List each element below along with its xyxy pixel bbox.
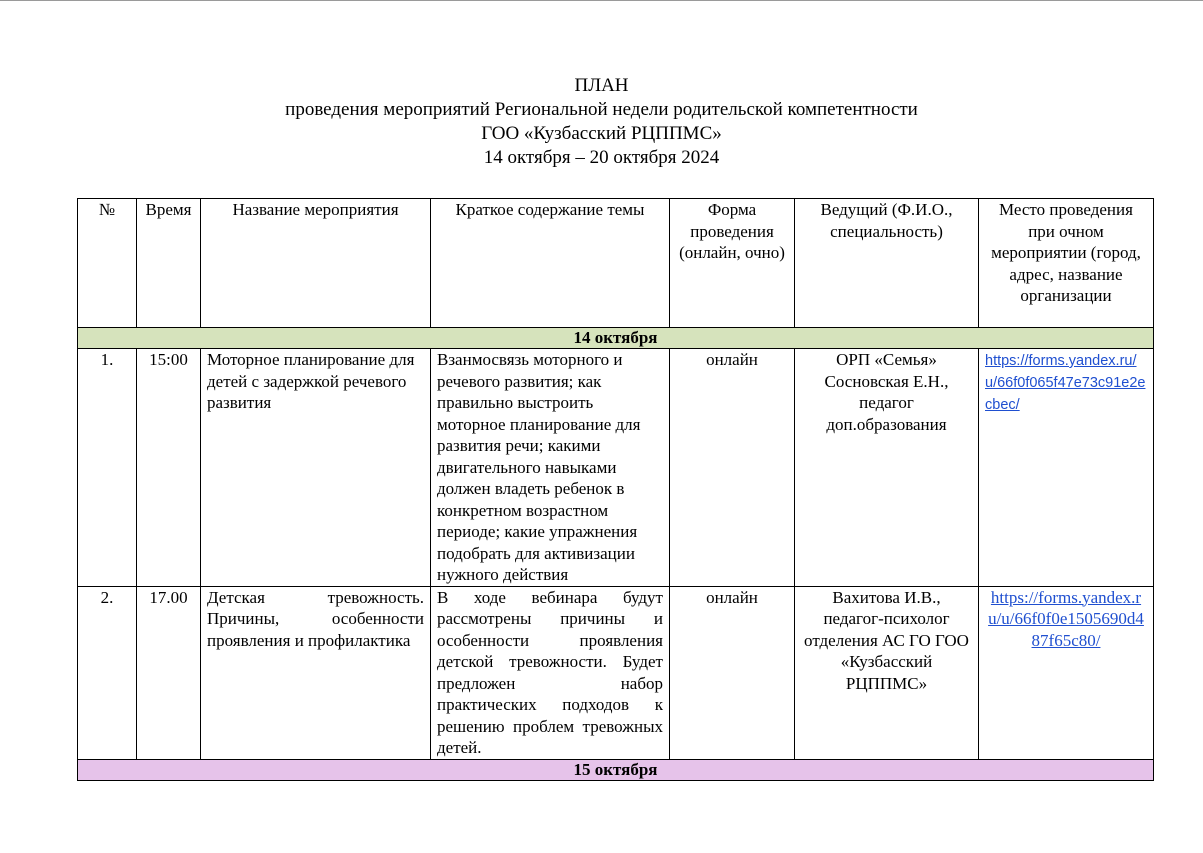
day-label: 14 октября	[78, 328, 1154, 349]
registration-link[interactable]: https://forms.yandex.ru/u/66f0f0e1505690d487f65c80/	[988, 587, 1144, 650]
day-row-14-october	[78, 328, 1154, 349]
row-event-name: Моторное планирование для детей с задержкой речевого развития	[201, 349, 431, 587]
row-number: 1.	[78, 349, 137, 587]
top-border-line	[0, 0, 1203, 1]
registration-link[interactable]: https://forms.yandex.ru/u/66f0f065f47e73c91e2ecbec/	[985, 353, 1146, 413]
table-header-row	[78, 199, 1154, 328]
row-format: онлайн	[670, 586, 795, 759]
day-row-15-october	[78, 759, 1154, 780]
row-host: Вахитова И.В., педагог-психолог отделения АС ГО ГОО «Кузбасский РЦППМС»	[795, 586, 979, 759]
day-label: 15 октября	[78, 759, 1154, 780]
row-format: онлайн	[670, 349, 795, 587]
row-time: 17.00	[137, 586, 201, 759]
header-event-name: Название мероприятия	[201, 199, 431, 328]
title-organization: ГОО «Кузбасский РЦППМС»	[481, 123, 722, 144]
row-event-name: Детская тревожность. Причины, особенности проявления и профилактика	[201, 586, 431, 759]
header-time: Время	[137, 199, 201, 328]
header-location: Место проведения при очном мероприятии (город, адрес, название организации	[979, 199, 1154, 328]
row-number: 2.	[78, 586, 137, 759]
table-row	[78, 586, 1154, 759]
document-title	[0, 74, 1203, 170]
header-topic-summary: Краткое содержание темы	[431, 199, 670, 328]
row-time: 15:00	[137, 349, 201, 587]
row-location	[979, 349, 1154, 587]
row-topic-summary: В ходе вебинара будут рассмотрены причины и особенности проявления детской тревожности. Будет предложен набор практических подходов к решению проблем тревожных детей.	[431, 586, 670, 759]
header-host: Ведущий (Ф.И.О., специальность)	[795, 199, 979, 328]
title-dates: 14 октября – 20 октября 2024	[483, 147, 720, 168]
table-row	[78, 349, 1154, 587]
events-table	[77, 198, 1154, 781]
header-number: №	[78, 199, 137, 328]
row-host: ОРП «Семья» Сосновская Е.Н., педагог доп.образования	[795, 349, 979, 587]
header-format: Форма проведения (онлайн, очно)	[670, 199, 795, 328]
title-plan: ПЛАН	[574, 75, 629, 96]
row-location	[979, 586, 1154, 759]
row-topic-summary: Взанмосвязь моторного и речевого развития; как правильно выстроить моторное планирование для развития речи; какими двигательного навыками должен владеть ребенок в конкретном возрастном периоде; какие упражнения подобрать для активизации нужного действия	[431, 349, 670, 587]
title-subtitle: проведения мероприятий Региональной недели родительской компетентности	[285, 99, 918, 120]
